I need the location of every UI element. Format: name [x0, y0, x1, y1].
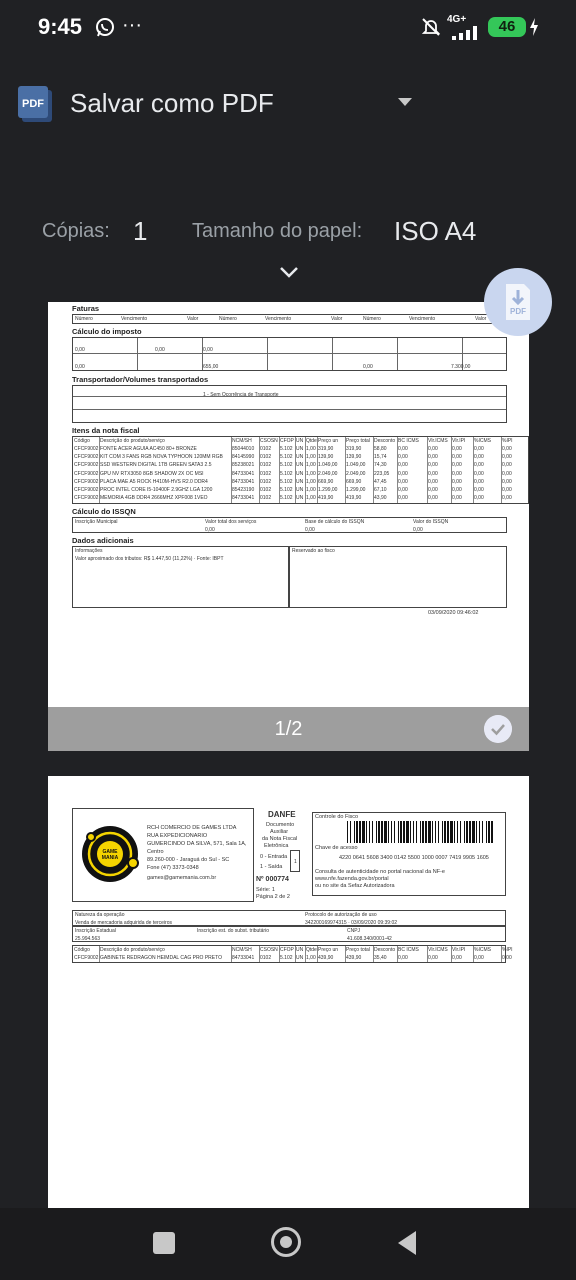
page-number: 1/2: [274, 718, 303, 740]
table-cell: 0,00: [452, 495, 462, 502]
table-cell: 0,00: [502, 487, 512, 493]
table-cell: 84733041: [232, 470, 255, 477]
table-cell: 5.102: [280, 955, 293, 961]
back-icon[interactable]: [396, 1230, 418, 1256]
table-cell: Qtde: [306, 438, 317, 444]
whatsapp-icon: [94, 16, 116, 38]
mute-icon: [420, 16, 442, 38]
faturas-table: Número Vencimento Valor Número Vencimento Valor Número Vencimento Valor: [72, 314, 529, 324]
network-type: 4G+: [447, 14, 467, 25]
table-cell: NCM/SH: [232, 947, 252, 953]
table-cell: 1,00: [306, 470, 316, 477]
table-cell: 0,00: [452, 462, 462, 469]
table-cell: 0102: [260, 487, 272, 493]
table-cell: 0,00: [474, 478, 484, 485]
table-cell: UN: [296, 462, 304, 469]
table-cell: 669,90: [318, 478, 334, 485]
table-cell: 58,80: [374, 446, 387, 452]
destination-select[interactable]: Salvar como PDF: [70, 88, 274, 118]
battery-icon: 46: [488, 17, 526, 37]
table-cell: BC ICMS: [398, 438, 419, 444]
table-cell: Preço un: [318, 438, 339, 444]
printed-timestamp: 03/09/2020 09:46:02: [428, 610, 479, 616]
table-cell: MEMORIA 4GB DDR4 2666MHZ XPF008 1VEO: [100, 495, 208, 502]
table-cell: 419,90: [318, 495, 334, 502]
fab-label: PDF: [510, 307, 526, 316]
check-icon[interactable]: [484, 715, 512, 743]
table-cell: Qtde: [306, 947, 317, 953]
reserved-box: Reservado ao fisco: [289, 546, 507, 608]
section-issqn: Cálculo do ISSQN: [72, 507, 136, 516]
paper-size-value[interactable]: ISO A4: [394, 216, 477, 246]
charging-icon: [528, 16, 540, 38]
table-cell: 0102: [260, 495, 272, 502]
table-cell: UN: [296, 470, 304, 477]
table-cell: 0,00: [452, 454, 462, 461]
table-cell: Código: [74, 438, 90, 444]
table-cell: 74,30: [374, 462, 387, 469]
navigation-bar: [0, 1208, 576, 1280]
table-cell: 1,00: [306, 495, 316, 502]
table-cell: 0,00: [452, 487, 462, 493]
table-cell: 5.102: [280, 446, 293, 452]
table-cell: 223,05: [374, 470, 390, 477]
table-cell: 0,00: [502, 955, 512, 961]
table-cell: UN: [296, 487, 304, 493]
table-cell: 35,40: [374, 955, 387, 961]
table-cell: 0,00: [474, 487, 484, 493]
table-cell: 0,00: [428, 470, 438, 477]
table-cell: 0,00: [502, 462, 512, 469]
section-dados-adicionais: Dados adicionais: [72, 536, 134, 545]
barcode: [347, 821, 493, 843]
table-cell: 0,00: [428, 478, 438, 485]
table-cell: CFCF9002: [74, 495, 99, 502]
home-icon[interactable]: [271, 1227, 301, 1257]
table-cell: Vlr.IPI: [452, 438, 466, 444]
table-cell: Desconto: [374, 438, 396, 444]
table-cell: CFCF9002: [74, 462, 99, 469]
table-cell: UN: [296, 454, 304, 461]
table-cell: 0,00: [428, 487, 438, 493]
table-cell: UN: [296, 478, 304, 485]
emitter-box: GAME MANIA RCH COMERCIO DE GAMES LTDA RUA EXPEDICIONARIO GUMERCINDO DA SILVA, 571, Sala 1A, Centro 89.260-000 - Jaraguá do Sul - SC Fone (47) 3373-0348 games@gamemania.com.br: [72, 808, 254, 902]
table-cell: 0,00: [474, 955, 484, 961]
table-cell: CFOP: [280, 438, 294, 444]
table-cell: 139,90: [346, 454, 362, 461]
table-cell: Descrição do produto/serviço: [100, 438, 165, 444]
table-cell: 1,00: [306, 454, 316, 461]
table-cell: UN: [296, 495, 304, 502]
table-cell: CSOSN: [260, 947, 278, 953]
table-cell: 419,90: [346, 495, 362, 502]
table-cell: 0,00: [398, 462, 408, 469]
table-cell: %ICMS: [474, 438, 491, 444]
table-cell: CFCF9002: [74, 478, 99, 485]
table-cell: 84733041: [232, 478, 255, 485]
table-cell: CFCF9002: [74, 955, 99, 961]
table-cell: GPU NV RTX3050 8GB SHADOW 2X OC MSI: [100, 470, 204, 477]
table-cell: Descrição do produto/serviço: [100, 947, 165, 953]
table-cell: 2.049,00: [318, 470, 338, 477]
table-cell: 0102: [260, 454, 272, 461]
table-cell: SSD WESTERN DIGITAL 1TB GREEN SATA3 2.5: [100, 462, 212, 469]
access-key-box: Controle do Fisco Chave de acesso 4220 0641 5608 3400 0142 5500 1000 0007 7419 9905 1605 Consulta de autenticidade no portal nacional da NF-e www.nfe.fazenda.gov.br/portal ou no site da Sefaz Autorizadora: [312, 812, 506, 896]
section-transportador: Transportador/Volumes transportados: [72, 375, 209, 384]
transport-table: 1 - Sem Ocorrência de Transporte: [72, 385, 507, 423]
table-cell: 0,00: [428, 446, 438, 452]
page-1-footer[interactable]: [48, 707, 529, 751]
natureza-box: Natureza da operação Venda de mercadoria adquirida de terceiros Protocolo de autorização de uso 342200169974315 · 03/09/2020 09:39:02: [72, 910, 506, 926]
table-cell: 0,00: [502, 446, 512, 452]
pdf-icon[interactable]: [16, 84, 54, 124]
table-cell: 5.102: [280, 478, 293, 485]
download-pdf-button[interactable]: [484, 268, 552, 336]
table-cell: 2.049,00: [346, 470, 366, 477]
table-cell: 0,00: [502, 495, 512, 502]
table-cell: 84733041: [232, 955, 255, 961]
table-cell: 84733041: [232, 495, 255, 502]
issqn-table: Inscrição Municipal Valor total dos serviços Base de cálculo do ISSQN Valor do ISSQN 0,00 0,00 0,00: [72, 517, 507, 533]
table-cell: 1,00: [306, 446, 316, 452]
table-cell: 1,00: [306, 955, 316, 961]
table-cell: Preço un: [318, 947, 339, 953]
table-cell: BC ICMS: [398, 947, 419, 953]
table-cell: 1,00: [306, 478, 316, 485]
table-cell: CFCF9002: [74, 446, 99, 452]
table-cell: %ICMS: [474, 947, 491, 953]
table-cell: 0102: [260, 470, 272, 477]
table-cell: PROC INTEL CORE I5-10400F 2.9GHZ LGA 1200: [100, 487, 213, 493]
table-cell: 1.049,00: [318, 462, 338, 469]
table-cell: %IPI: [502, 947, 513, 953]
table-cell: 669,90: [346, 478, 362, 485]
table-cell: KIT COM 3 FANS RGB NOVA TYPHOON 120MM RGB: [100, 454, 223, 461]
table-cell: CFCF9002: [74, 470, 99, 477]
table-cell: 0,00: [502, 454, 512, 461]
table-cell: 439,90: [346, 955, 362, 961]
table-cell: 67,10: [374, 487, 387, 493]
table-cell: 0,00: [474, 446, 484, 452]
svg-text:MANIA: MANIA: [101, 855, 119, 861]
signal-icon: [450, 26, 484, 40]
table-cell: 0,00: [428, 955, 438, 961]
table-cell: 15,74: [374, 454, 387, 461]
table-cell: 319,90: [346, 446, 362, 452]
table-cell: Código: [74, 947, 90, 953]
table-cell: 85238021: [232, 462, 255, 469]
table-cell: 0,00: [502, 470, 512, 477]
chevron-down-icon[interactable]: [398, 98, 412, 106]
ie-box: Inscrição Estadual 25.994.563 Inscrição est. do subst. tributário CNPJ 41.608.340/0001-42: [72, 926, 506, 942]
table-cell: 319,90: [318, 446, 334, 452]
status-time: 9:45: [38, 14, 83, 39]
table-cell: UN: [296, 947, 304, 953]
recent-apps-icon[interactable]: [153, 1232, 175, 1254]
table-cell: CFCF9002: [74, 487, 99, 493]
table-cell: 43,90: [374, 495, 387, 502]
table-cell: 139,90: [318, 454, 334, 461]
table-cell: 0,00: [398, 955, 408, 961]
table-cell: 0,00: [452, 446, 462, 452]
table-cell: 0,00: [474, 454, 484, 461]
table-cell: 0102: [260, 446, 272, 452]
svg-text:GAME: GAME: [102, 849, 118, 855]
table-cell: 85044010: [232, 446, 255, 452]
section-calculo-imposto: Cálculo do imposto: [72, 327, 142, 336]
table-cell: 1,00: [306, 487, 316, 493]
table-cell: GABINETE REDRAGON HEIMDAL CAG PRO PRETO: [100, 955, 222, 961]
section-faturas: Faturas: [72, 304, 100, 313]
table-cell: 1,00: [306, 462, 316, 469]
table-cell: Vlr.ICMS: [428, 438, 448, 444]
pdf-icon-label: PDF: [22, 98, 44, 110]
table-cell: FONTE ACER AGUIA AC450 80+ BRONZE: [100, 446, 197, 452]
table-cell: CSOSN: [260, 438, 278, 444]
table-cell: 0,00: [398, 470, 408, 477]
table-cell: 5.102: [280, 462, 293, 469]
table-cell: PLACA MAE A5 ROCK H410M-HVS R2.0 DDR4: [100, 478, 208, 485]
table-cell: 0,00: [428, 462, 438, 469]
table-cell: 1.049,00: [346, 462, 366, 469]
table-cell: 0,00: [398, 495, 408, 502]
table-cell: 0,00: [474, 470, 484, 477]
table-cell: 0,00: [398, 487, 408, 493]
table-cell: 0102: [260, 462, 272, 469]
table-cell: 84145990: [232, 454, 255, 461]
paper-size-label: Tamanho do papel:: [192, 220, 363, 242]
table-cell: 0,00: [452, 478, 462, 485]
table-cell: 5.102: [280, 454, 293, 461]
table-cell: 47,45: [374, 478, 387, 485]
table-cell: 0,00: [428, 495, 438, 502]
table-cell: NCM/SH: [232, 438, 252, 444]
table-cell: Vlr.IPI: [452, 947, 466, 953]
table-cell: 0,00: [474, 462, 484, 469]
expand-options-icon[interactable]: [278, 264, 300, 280]
copies-label: Cópias:: [42, 220, 110, 242]
preview-page-1[interactable]: [48, 302, 529, 707]
items-table: [72, 436, 529, 504]
table-cell: Preço total: [346, 438, 370, 444]
table-cell: Preço total: [346, 947, 370, 953]
table-cell: 0,00: [502, 478, 512, 485]
tax-table: 0,00 0,00 0,00 0,00 655,00 0,00 7.300,00: [72, 337, 507, 371]
table-cell: Desconto: [374, 947, 396, 953]
table-cell: UN: [296, 438, 304, 444]
table-cell: 0,00: [398, 478, 408, 485]
more-icon: ···: [122, 14, 142, 36]
table-cell: 1.299,00: [318, 487, 338, 493]
table-cell: UN: [296, 955, 304, 961]
table-cell: 5.102: [280, 487, 293, 493]
table-cell: %IPI: [502, 438, 513, 444]
download-pdf-icon: [502, 282, 534, 322]
table-cell: UN: [296, 446, 304, 452]
game-mania-logo: [79, 823, 141, 885]
info-box: Informações Valor aproximado dos tributos: R$ 1.447,50 (11,22%) · Fonte: IBPT: [72, 546, 289, 608]
table-cell: CFCF9002: [74, 454, 99, 461]
table-cell: 0,00: [474, 495, 484, 502]
table-cell: CFOP: [280, 947, 294, 953]
table-cell: 5.102: [280, 470, 293, 477]
table-cell: Vlr.ICMS: [428, 947, 448, 953]
table-cell: 5.102: [280, 495, 293, 502]
table-cell: 0,00: [452, 955, 462, 961]
table-cell: 0102: [260, 955, 272, 961]
items-table-page-2: [72, 945, 513, 963]
table-cell: 0102: [260, 478, 272, 485]
copies-value[interactable]: 1: [133, 216, 148, 246]
table-cell: 439,90: [318, 955, 334, 961]
table-cell: 85423190: [232, 487, 255, 493]
preview-page-2[interactable]: [48, 776, 529, 1208]
table-cell: 0,00: [398, 454, 408, 461]
section-itens: Itens da nota fiscal: [72, 426, 140, 435]
table-cell: 0,00: [452, 470, 462, 477]
table-cell: 1.299,00: [346, 487, 366, 493]
table-cell: 0,00: [428, 454, 438, 461]
danfe-box: DANFE Documento Auxiliar da Nota Fiscal Eletrônica 0 - Entrada 1 - Saída 1 Nº 000774 Série: 1 Página 2 de 2: [256, 808, 306, 902]
table-cell: 0,00: [398, 446, 408, 452]
